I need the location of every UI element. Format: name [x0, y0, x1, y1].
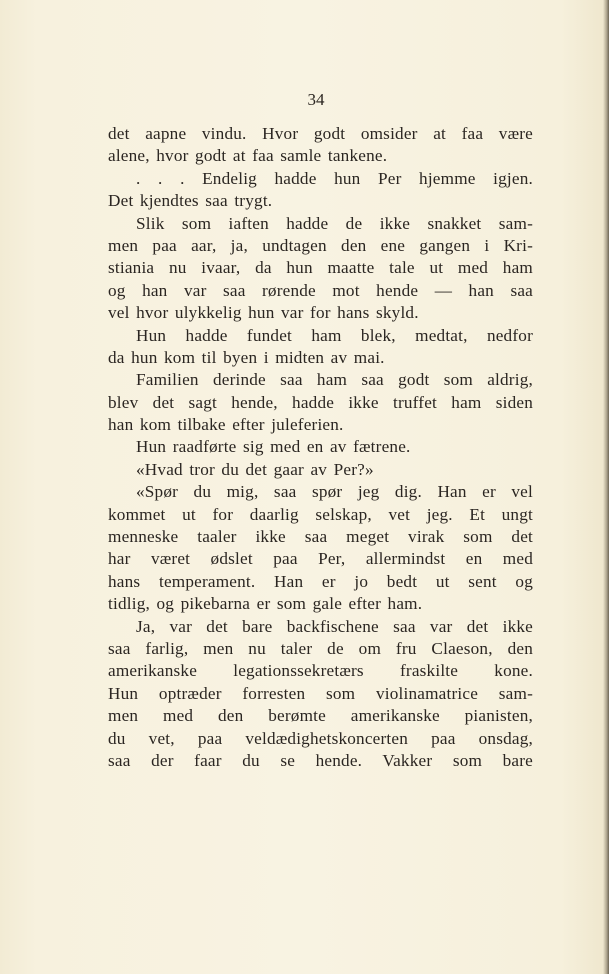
text-line: saa farlig, men nu taler de om fru Claeson, den [108, 638, 533, 658]
body-text [108, 123, 533, 772]
text-line: men paa aar, ja, undtagen den ene gangen i Kri- [108, 235, 533, 255]
text-line: har været ødslet paa Per, allermindst en med [108, 549, 533, 569]
text-line: hans temperament. Han er jo bedt ut sent og [108, 571, 533, 591]
text-line: Hun optræder forresten som violinamatrice sam- [108, 683, 533, 703]
text-line: tidlig, og pikebarna er som gale efter ham. [108, 594, 423, 614]
text-line: Familien derinde saa ham saa godt som aldrig, [136, 370, 533, 390]
text-line: du vet, paa veldædighetskoncerten paa onsdag, [108, 728, 533, 748]
text-line: vel hvor ulykkelig hun var for hans skyld. [108, 303, 419, 323]
text-line: Hun hadde fundet ham blek, medtat, nedfor [136, 325, 533, 345]
text-line: alene, hvor godt at faa samle tankene. [108, 146, 388, 166]
text-line: amerikanske legationssekretærs fraskilte kone. [108, 661, 533, 681]
text-line: stiania nu ivaar, da hun maatte tale ut med ham [108, 258, 533, 278]
text-line: Hun raadførte sig med en av fætrene. [136, 437, 411, 457]
text-line: men med den berømte amerikanske pianisten, [108, 706, 533, 726]
text-line: «Spør du mig, saa spør jeg dig. Han er vel [136, 482, 533, 502]
text-line: Det kjendtes saa trygt. [108, 191, 273, 211]
text-line: Slik som iaften hadde de ikke snakket sam- [136, 213, 533, 233]
text-line: Ja, var det bare backfischene saa var det ikke [136, 616, 533, 636]
page-number: 34 [307, 90, 325, 109]
text-line: saa der faar du se hende. Vakker som bare [108, 750, 533, 770]
text-line: han kom tilbake efter juleferien. [108, 415, 344, 435]
text-line: menneske taaler ikke saa meget virak som det [108, 527, 533, 547]
text-line: og han var saa rørende mot hende — han saa [108, 280, 533, 300]
text-line: kommet ut for daarlig selskap, vet jeg. Et ungt [108, 504, 533, 524]
text-line: det aapne vindu. Hvor godt omsider at faa være [108, 124, 533, 143]
text-line: «Hvad tror du det gaar av Per?» [136, 459, 374, 479]
page-edge-shadow [603, 0, 609, 974]
text-line: blev det sagt hende, hadde ikke truffet ham siden [108, 392, 533, 412]
text-line: . . . Endelig hadde hun Per hjemme igjen. [136, 168, 533, 188]
text-line: da hun kom til byen i midten av mai. [108, 347, 385, 367]
